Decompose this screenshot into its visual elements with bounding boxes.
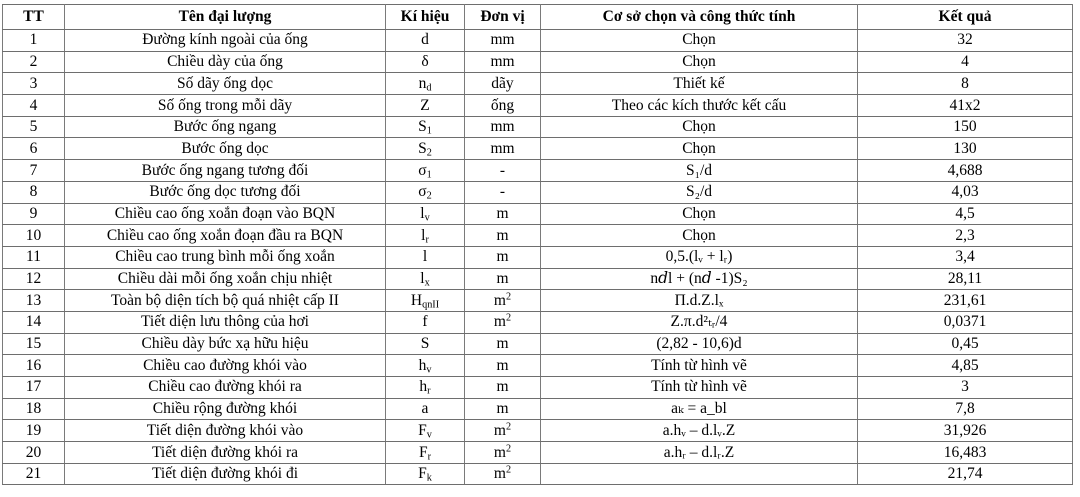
cell-symbol: $l_v$ [386, 203, 465, 225]
cell-tt: 1 [3, 30, 65, 52]
table-row [3, 138, 1073, 160]
table-row [3, 246, 1073, 268]
cell-unit: $m^2$ [465, 290, 541, 312]
cell-symbol: $F_k$ [386, 463, 465, 485]
cell-tt: 14 [3, 311, 65, 333]
unit-superscript: 2 [505, 421, 512, 433]
symbol-subscript: 1 [426, 168, 432, 180]
cell-name: Tiết diện đường khói đi [65, 463, 386, 485]
cell-name: Đường kính ngoài của ống [65, 30, 386, 52]
cell-tt: 9 [3, 203, 65, 225]
cell-result: 28,11 [858, 268, 1073, 290]
cell-tt: 7 [3, 160, 65, 182]
cell-symbol: S [386, 333, 465, 355]
cell-result: 32 [858, 30, 1073, 52]
cell-name: Chiều cao ống xoắn đoạn đầu ra BQN [65, 225, 386, 247]
cell-result: 31,926 [858, 420, 1073, 442]
cell-basis: 0,5.(lᵥ + lᵣ) [541, 246, 858, 268]
table-row [3, 160, 1073, 182]
column-header-unit: Đơn vị [465, 5, 541, 30]
cell-basis: Chọn [541, 203, 858, 225]
cell-name: Chiều cao ống xoắn đoạn vào BQN [65, 203, 386, 225]
cell-name: Chiều rộng đường khói [65, 398, 386, 420]
cell-unit: m [465, 225, 541, 247]
table-row [3, 268, 1073, 290]
cell-symbol: $F_v$ [386, 420, 465, 442]
cell-result: 4,5 [858, 203, 1073, 225]
symbol-subscript: v [426, 429, 432, 441]
cell-name: Chiều dày bức xạ hữu hiệu [65, 333, 386, 355]
column-header-basis: Cơ sở chọn và công thức tính [541, 5, 858, 30]
cell-tt: 18 [3, 398, 65, 420]
cell-unit: m [465, 203, 541, 225]
cell-unit: $m^2$ [465, 442, 541, 464]
cell-unit: mm [465, 116, 541, 138]
cell-result: 7,8 [858, 398, 1073, 420]
cell-basis: a.hᵥ – d.lᵥ.Z [541, 420, 858, 442]
cell-name: Tiết diện đường khói ra [65, 442, 386, 464]
table-row [3, 203, 1073, 225]
table-header [3, 5, 1073, 30]
cell-symbol: $l_r$ [386, 225, 465, 247]
cell-basis: Theo các kích thước kết cấu [541, 95, 858, 117]
table-row [3, 51, 1073, 73]
cell-basis: Z.π.d²ₜᵣ/4 [541, 311, 858, 333]
cell-name: Chiều cao đường khói ra [65, 377, 386, 399]
cell-result: 21,74 [858, 463, 1073, 485]
table-body [3, 30, 1073, 485]
cell-basis [541, 463, 858, 485]
cell-name: Chiều cao trung bình mỗi ống xoắn [65, 246, 386, 268]
cell-basis: Chọn [541, 225, 858, 247]
cell-result: 150 [858, 116, 1073, 138]
cell-tt: 12 [3, 268, 65, 290]
cell-tt: 10 [3, 225, 65, 247]
unit-superscript: 2 [505, 313, 512, 325]
cell-basis: (2,82 - 10,6)d [541, 333, 858, 355]
table-row [3, 225, 1073, 247]
cell-name: Tiết diện lưu thông của hơi [65, 311, 386, 333]
table-row [3, 463, 1073, 485]
cell-tt: 4 [3, 95, 65, 117]
cell-name: Số dãy ống dọc [65, 73, 386, 95]
cell-symbol: $n_d$ [386, 73, 465, 95]
cell-tt: 11 [3, 246, 65, 268]
cell-basis: S₂/d [541, 181, 858, 203]
cell-name: Chiều dài mỗi ống xoắn chịu nhiệt [65, 268, 386, 290]
cell-tt: 2 [3, 51, 65, 73]
table-row [3, 355, 1073, 377]
symbol-subscript: v [424, 212, 430, 224]
cell-name: Bước ống ngang tương đối [65, 160, 386, 182]
cell-tt: 17 [3, 377, 65, 399]
cell-tt: 13 [3, 290, 65, 312]
table-row [3, 398, 1073, 420]
cell-unit: m [465, 398, 541, 420]
cell-symbol: f [386, 311, 465, 333]
cell-symbol: d [386, 30, 465, 52]
symbol-subscript: 1 [426, 125, 432, 137]
cell-unit: dãy [465, 73, 541, 95]
cell-symbol: l [386, 246, 465, 268]
table-row [3, 311, 1073, 333]
cell-unit: m [465, 268, 541, 290]
cell-result: 3 [858, 377, 1073, 399]
cell-tt: 3 [3, 73, 65, 95]
cell-symbol: a [386, 398, 465, 420]
cell-unit: - [465, 160, 541, 182]
unit-superscript: 2 [505, 464, 512, 476]
unit-superscript: 2 [505, 291, 512, 303]
cell-basis: Chọn [541, 138, 858, 160]
cell-name: Chiều cao đường khói vào [65, 355, 386, 377]
cell-symbol: $h_r$ [386, 377, 465, 399]
table-row [3, 30, 1073, 52]
table-row [3, 333, 1073, 355]
cell-tt: 8 [3, 181, 65, 203]
cell-symbol: Z [386, 95, 465, 117]
column-header-symbol: Kí hiệu [386, 5, 465, 30]
cell-name: Chiều dày của ống [65, 51, 386, 73]
cell-result: 4 [858, 51, 1073, 73]
cell-tt: 15 [3, 333, 65, 355]
cell-symbol: $F_r$ [386, 442, 465, 464]
cell-name: Bước ống dọc tương đối [65, 181, 386, 203]
cell-tt: 6 [3, 138, 65, 160]
cell-name: Toàn bộ diện tích bộ quá nhiệt cấp II [65, 290, 386, 312]
cell-symbol: $S_2$ [386, 138, 465, 160]
cell-basis: Chọn [541, 116, 858, 138]
cell-symbol: $l_x$ [386, 268, 465, 290]
column-header-tt: TT [3, 5, 65, 30]
cell-tt: 5 [3, 116, 65, 138]
cell-basis: Π.d.Z.lₓ [541, 290, 858, 312]
cell-result: 0,0371 [858, 311, 1073, 333]
cell-tt: 19 [3, 420, 65, 442]
unit-superscript: 2 [505, 443, 512, 455]
cell-result: 3,4 [858, 246, 1073, 268]
cell-unit: m [465, 377, 541, 399]
cell-result: 16,483 [858, 442, 1073, 464]
symbol-subscript: qnII [422, 298, 440, 310]
cell-unit: ống [465, 95, 541, 117]
column-header-result: Kết quả [858, 5, 1073, 30]
cell-symbol: $\sigma_2$ [386, 181, 465, 203]
cell-unit: mm [465, 138, 541, 160]
cell-result: 4,03 [858, 181, 1073, 203]
cell-name: Tiết diện đường khói vào [65, 420, 386, 442]
table-row [3, 73, 1073, 95]
cell-basis: Chọn [541, 30, 858, 52]
column-header-name: Tên đại lượng [65, 5, 386, 30]
cell-unit: mm [465, 30, 541, 52]
cell-basis: Tính từ hình vẽ [541, 377, 858, 399]
cell-result: 41x2 [858, 95, 1073, 117]
symbol-subscript: r [427, 385, 431, 397]
cell-name: Bước ống dọc [65, 138, 386, 160]
table-row [3, 290, 1073, 312]
cell-basis: a.hᵣ – d.lᵣ.Z [541, 442, 858, 464]
cell-symbol: $H_{qnII}$ [386, 290, 465, 312]
table-row [3, 377, 1073, 399]
cell-result: 0,45 [858, 333, 1073, 355]
symbol-subscript: r [427, 450, 432, 462]
calculation-table [2, 4, 1073, 485]
table-row [3, 95, 1073, 117]
symbol-subscript: x [424, 277, 430, 289]
table-header-row [3, 5, 1073, 30]
symbol-subscript: k [426, 472, 432, 484]
symbol-subscript: 2 [426, 190, 432, 202]
cell-basis: Tính từ hình vẽ [541, 355, 858, 377]
table-row [3, 181, 1073, 203]
cell-basis: n𝑑l + (n𝑑 -1)S₂ [541, 268, 858, 290]
cell-result: 2,3 [858, 225, 1073, 247]
cell-result: 4,85 [858, 355, 1073, 377]
cell-unit: $m^2$ [465, 420, 541, 442]
table-row [3, 116, 1073, 138]
symbol-subscript: 2 [426, 147, 432, 159]
cell-tt: 21 [3, 463, 65, 485]
cell-result: 8 [858, 73, 1073, 95]
cell-symbol: $S_1$ [386, 116, 465, 138]
table-row [3, 442, 1073, 464]
cell-name: Bước ống ngang [65, 116, 386, 138]
cell-symbol: $h_v$ [386, 355, 465, 377]
cell-unit: m [465, 355, 541, 377]
cell-unit: m [465, 246, 541, 268]
cell-result: 231,61 [858, 290, 1073, 312]
cell-symbol: δ [386, 51, 465, 73]
cell-basis: S₁/d [541, 160, 858, 182]
cell-unit: - [465, 181, 541, 203]
cell-basis: Chọn [541, 51, 858, 73]
cell-unit: $m^2$ [465, 463, 541, 485]
table-row [3, 420, 1073, 442]
symbol-subscript: r [425, 233, 429, 245]
cell-basis: aₖ = a_bl [541, 398, 858, 420]
cell-name: Số ống trong mỗi dãy [65, 95, 386, 117]
cell-tt: 20 [3, 442, 65, 464]
symbol-subscript: d [426, 82, 432, 94]
cell-unit: $m^2$ [465, 311, 541, 333]
cell-result: 130 [858, 138, 1073, 160]
cell-tt: 16 [3, 355, 65, 377]
cell-result: 4,688 [858, 160, 1073, 182]
cell-unit: mm [465, 51, 541, 73]
cell-symbol: $\sigma_1$ [386, 160, 465, 182]
symbol-subscript: v [426, 364, 432, 375]
cell-unit: m [465, 333, 541, 355]
cell-basis: Thiết kế [541, 73, 858, 95]
